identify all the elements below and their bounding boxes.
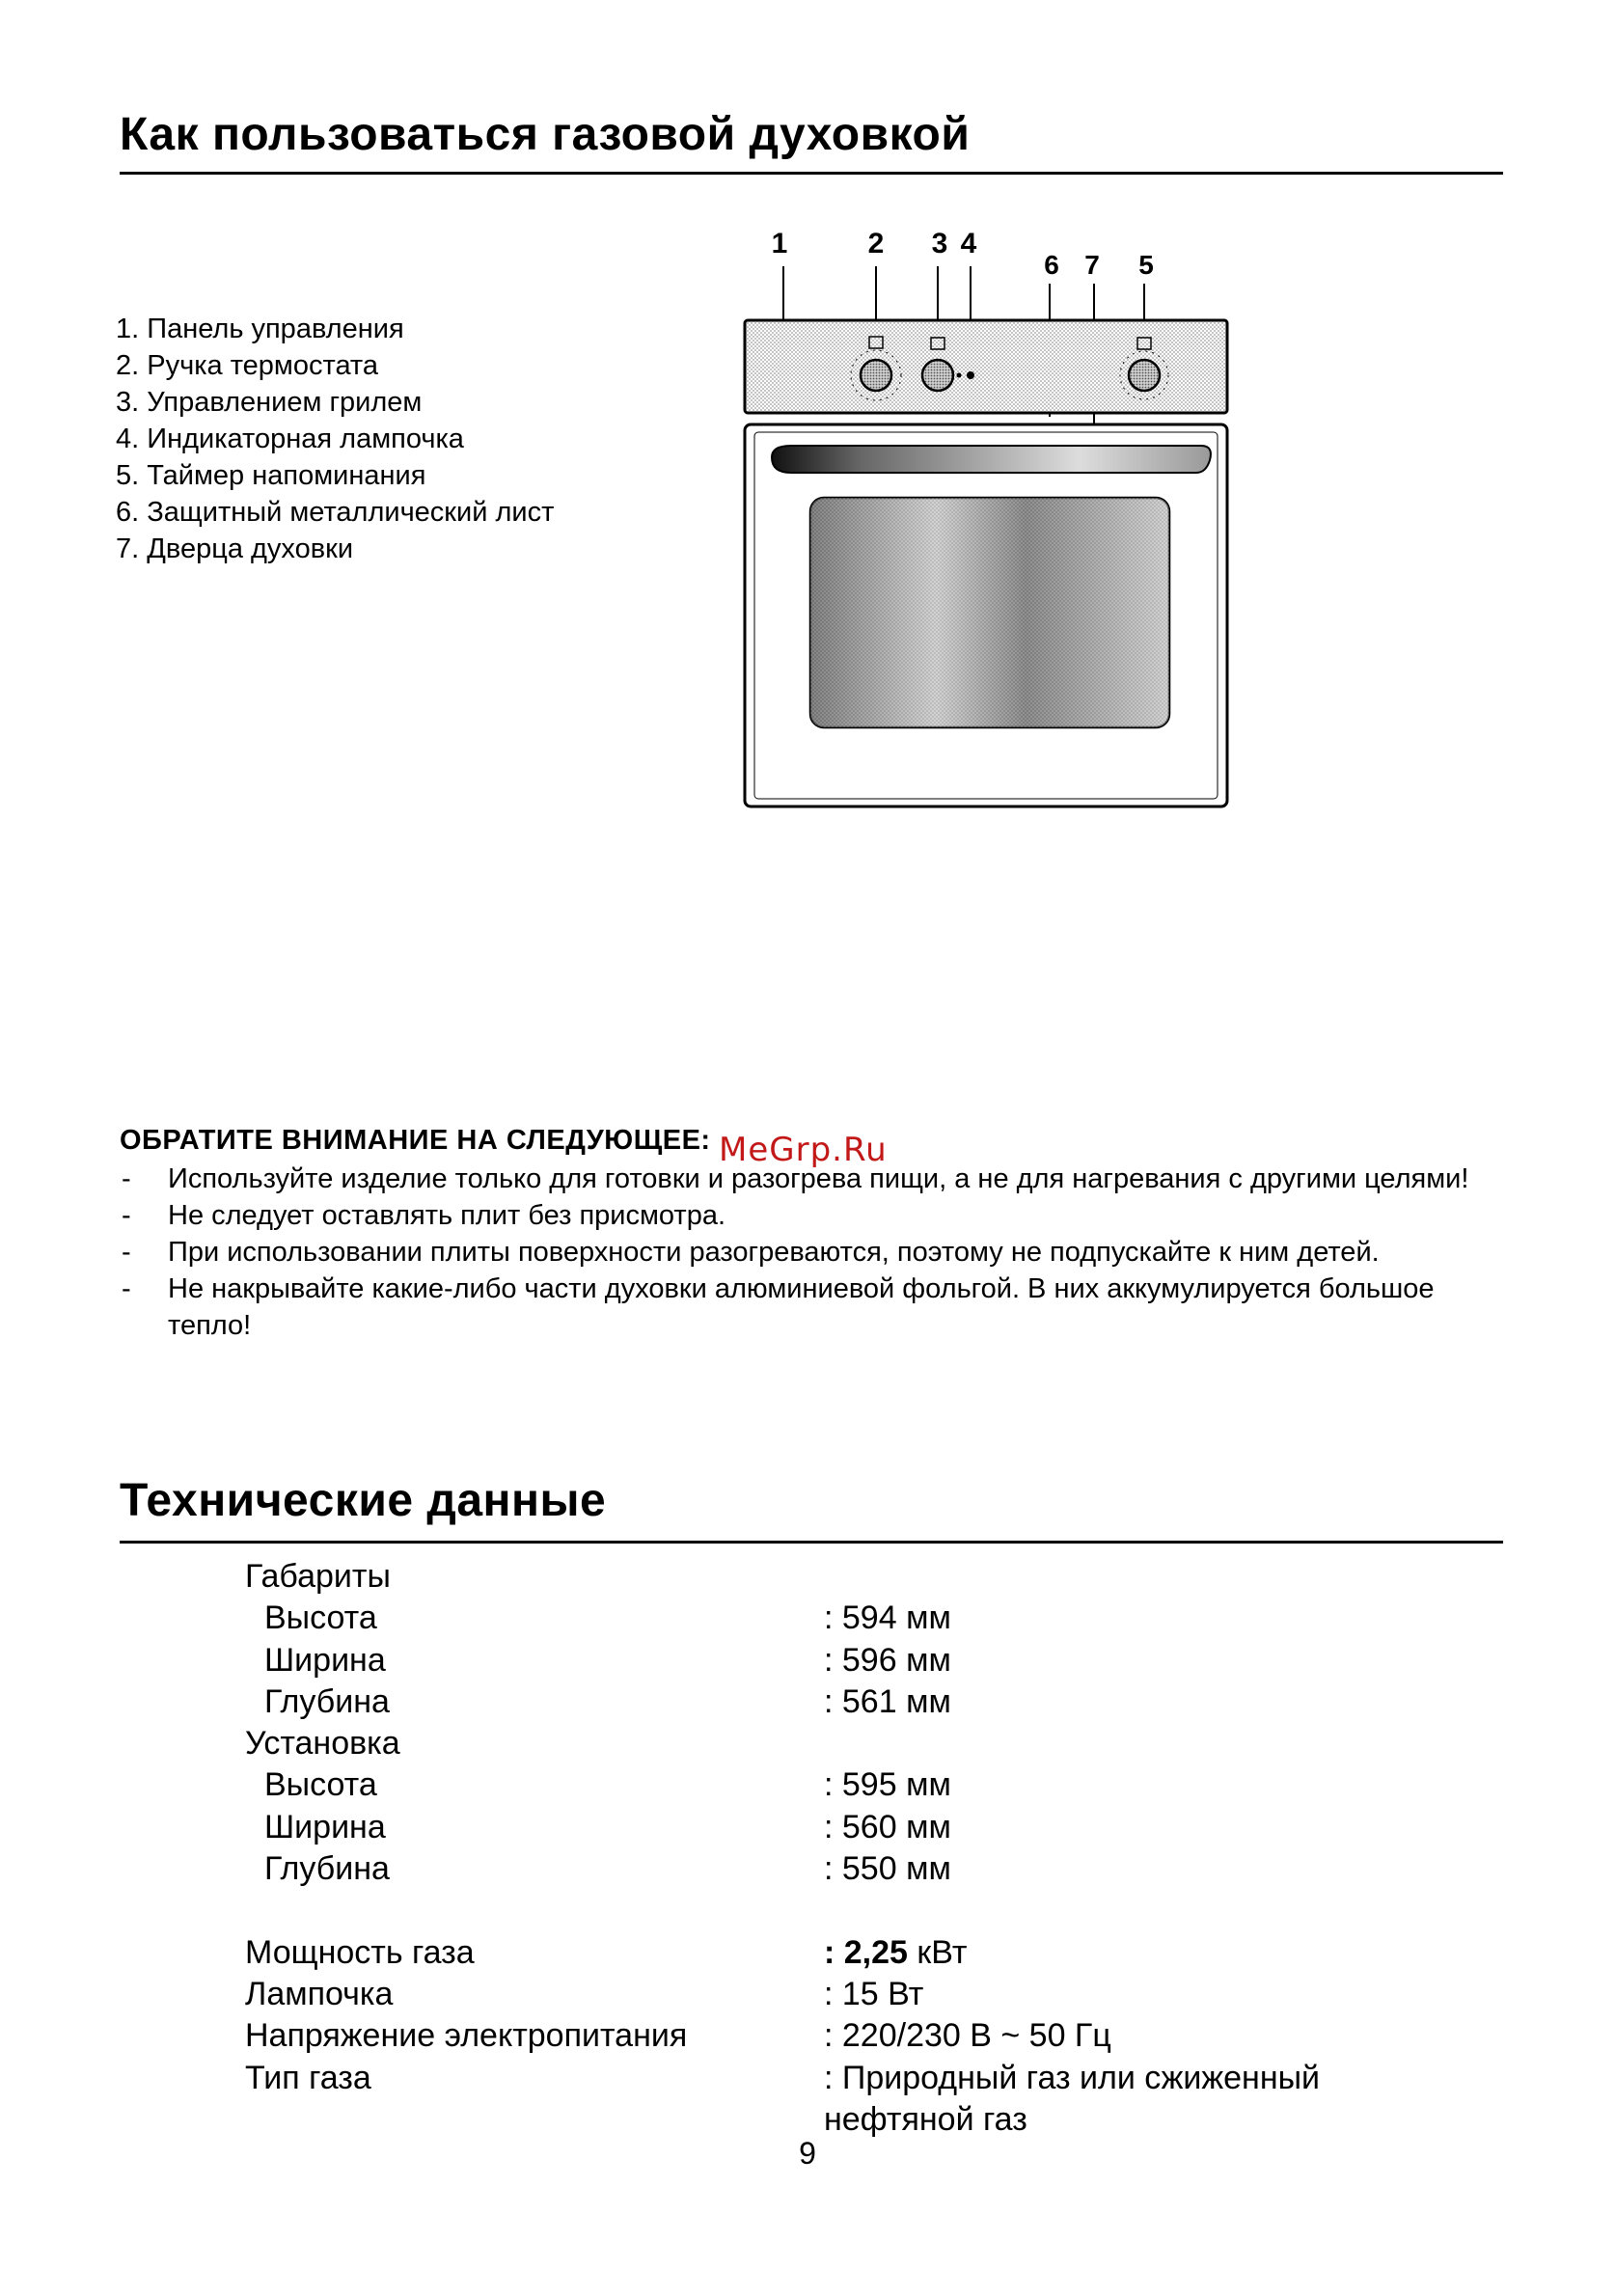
spec-row — [245, 2058, 1321, 2099]
parts-list-item: 3. Управлением грилем — [116, 387, 423, 418]
parts-list-item: 5. Таймер напоминания — [116, 460, 426, 491]
notice-item — [120, 1161, 1509, 1197]
parts-list — [116, 311, 554, 567]
list-dash: - — [122, 1237, 131, 1268]
spec-label: Высота — [264, 1766, 377, 1804]
spec-row — [245, 1848, 951, 1890]
spec-label: Тип газа — [245, 2059, 371, 2096]
page-number: 9 — [799, 2136, 816, 2171]
spec-label: Высота — [264, 1599, 377, 1637]
callout-label: 2 — [867, 228, 885, 260]
spec-value: : 594 мм — [824, 1599, 951, 1637]
watermark: MeGrp.Ru — [719, 1131, 888, 1169]
notice-text: Не следует оставлять плит без присмотра. — [168, 1200, 726, 1231]
spec-row — [245, 1807, 951, 1848]
spec-row — [245, 2015, 1111, 2057]
parts-list-item: 1. Панель управления — [116, 314, 404, 344]
spec-label: Ширина — [264, 1641, 386, 1679]
section-title-tech-data: Технические данные — [120, 1475, 607, 1526]
parts-list-item: 6. Защитный металлический лист — [116, 497, 555, 528]
spec-value-bold: : 2,25 — [824, 1933, 908, 1971]
parts-list-item: 4. Индикаторная лампочка — [116, 424, 464, 454]
spec-value: : 561 мм — [824, 1682, 951, 1720]
notice-item — [120, 1197, 1509, 1234]
notice-text: Используйте изделие только для готовки и разогрева пищи, а не для нагревания с другими целями! — [168, 1163, 1469, 1194]
oven-diagram — [733, 224, 1235, 822]
spec-value: : 595 мм — [824, 1766, 951, 1804]
callout-label: 5 — [1138, 250, 1154, 280]
notice-heading: ОБРАТИТЕ ВНИМАНИЕ НА СЛЕДУЮЩЕЕ: — [120, 1125, 711, 1156]
spec-label: Ширина — [264, 1808, 386, 1845]
spec-row — [245, 1598, 951, 1639]
title-underline — [120, 1541, 1503, 1544]
list-dash: - — [122, 1163, 131, 1194]
spec-value — [824, 1932, 967, 1974]
notice-text: При использовании плиты поверхности разогреваются, поэтому не подпускайте к ним детей. — [168, 1237, 1380, 1268]
spec-group-label — [245, 1556, 687, 1598]
callout-label: 1 — [771, 228, 788, 260]
spec-label: Установка — [245, 1725, 400, 1763]
notice-item — [120, 1234, 1509, 1271]
list-dash: - — [122, 1273, 131, 1304]
callout-label: 3 — [931, 228, 948, 260]
spec-value: : 220/230 В ~ 50 Гц — [824, 2017, 1111, 2055]
notice-item — [120, 1271, 1509, 1344]
spec-label: Глубина — [264, 1850, 390, 1888]
spec-value: : 596 мм — [824, 1641, 951, 1679]
notice-list — [120, 1161, 1509, 1344]
door-handle — [772, 446, 1211, 473]
spec-value: : 550 мм — [824, 1850, 951, 1888]
spec-label: Мощность газа — [245, 1933, 475, 1971]
callout-label: 4 — [960, 228, 977, 260]
spec-row — [245, 2099, 1027, 2141]
spec-row — [245, 1932, 968, 1974]
section-title-oven-usage: Как пользоваться газовой духовкой — [120, 109, 971, 160]
spec-label: Напряжение электропитания — [245, 2017, 688, 2055]
spec-row — [245, 1974, 924, 2015]
spec-row — [245, 1681, 951, 1723]
spec-row — [245, 1764, 951, 1806]
spec-label: Глубина — [264, 1682, 390, 1720]
notice-text: Не накрывайте какие-либо части духовки алюминиевой фольгой. В них аккумулируется большое тепло! — [168, 1273, 1435, 1341]
spec-value: : 15 Вт — [824, 1975, 924, 2012]
callout-label: 6 — [1044, 250, 1059, 280]
spec-unit: кВт — [907, 1933, 968, 1971]
spec-label: Габариты — [245, 1558, 391, 1595]
spec-value: : Природный газ или сжиженный — [824, 2059, 1321, 2096]
parts-list-item: 2. Ручка термостата — [116, 350, 379, 381]
spec-label: Лампочка — [245, 1975, 394, 2012]
spec-group-label — [245, 1723, 687, 1764]
parts-list-item: 7. Дверца духовки — [116, 533, 354, 564]
spec-value: : 560 мм — [824, 1808, 951, 1845]
callout-label: 7 — [1084, 250, 1100, 280]
spec-row — [245, 1640, 951, 1681]
tech-specs — [245, 1556, 1321, 2141]
title-underline — [120, 172, 1503, 175]
list-dash: - — [122, 1200, 131, 1231]
spec-value: нефтяной газ — [824, 2100, 1027, 2138]
